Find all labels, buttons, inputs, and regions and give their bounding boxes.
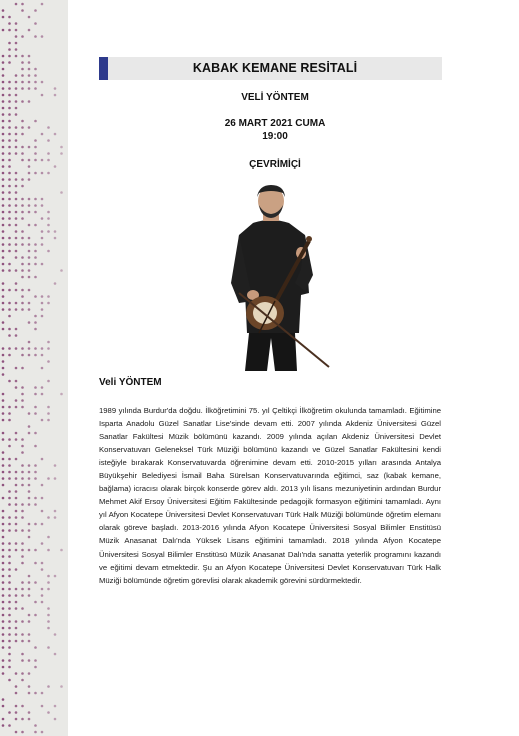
event-date: 26 MART 2021 CUMA [224,118,326,129]
event-mode: ÇEVRİMİÇİ [249,159,301,170]
title-accent-block [99,57,108,80]
bio-paragraph: 1989 yılında Burdur'da doğdu. İlköğretimini 75. yıl Çeltikçi İlköğretim okulunda tamamladı. Eğitimine Isparta Anadolu Güzel Sanatlar Lise'sinde devam etti. 2007 yılında Akdeniz Üniversitesi Güzel Sanatlar Fakültesi Müzik bölümünü kazandı. 2009 yılında açılan Akdeniz Üniversitesi Devlet Konservatuvarı Geleneksel Türk Müziği bölümünü kazandı ve Güzel Sanatlar Fakültesini kendi isteğiyle bırakarak Konservatuvarda öğrenimine devam etti. 2010-2015 yılları arasında Antalya Büyükşehir Belediyesi İsmail Baha Sürelsan Konservatuvarında eğitimci, saz (kabak kemane, bağlama) icracısı olarak birçok konserde görev aldı. 2013 yılı lisans mezuniyetinin ardından Burdur Mehmet Akif Ersoy Üniversitesi Eğitim Fakültesinde pedagojik formasyon eğitimini tamamladı. Aynı yıl Afyon Kocatepe Üniversitesi Devlet Konservatuvarı Türk Halk Müziği bölümünde öğretim elemanı olarak göreve başladı. 2013-2016 yılında Afyon Kocatepe Üniversitesi Sosyal Bilimler Enstitüsü Müzik Anasanat Dalı'nda Yüksek Lisans eğitimini tamamladı. 2018 yılında Afyon Kocatepe Üniversitesi Sosyal Bilimler Enstitüsü Müzik Anasanat Dalı'nda sanatta yeterlik programını kazandı ve eğitimi devam etmektedir. Şu an Afyon Kocatepe Üniversitesi Devlet Konservatuvarı Türk Halk Müziği bölümünde öğretim görevlisi olarak akademik görevini sürdürmektedir. [99,406,441,585]
performer-name: VELİ YÖNTEM [241,92,309,103]
bio-heading: Veli YÖNTEM [99,377,162,388]
performer-photo [209,183,334,373]
page-title: KABAK KEMANE RESİTALİ [192,61,358,75]
decorative-dot-pattern [0,0,68,736]
event-time: 19:00 [262,131,288,142]
